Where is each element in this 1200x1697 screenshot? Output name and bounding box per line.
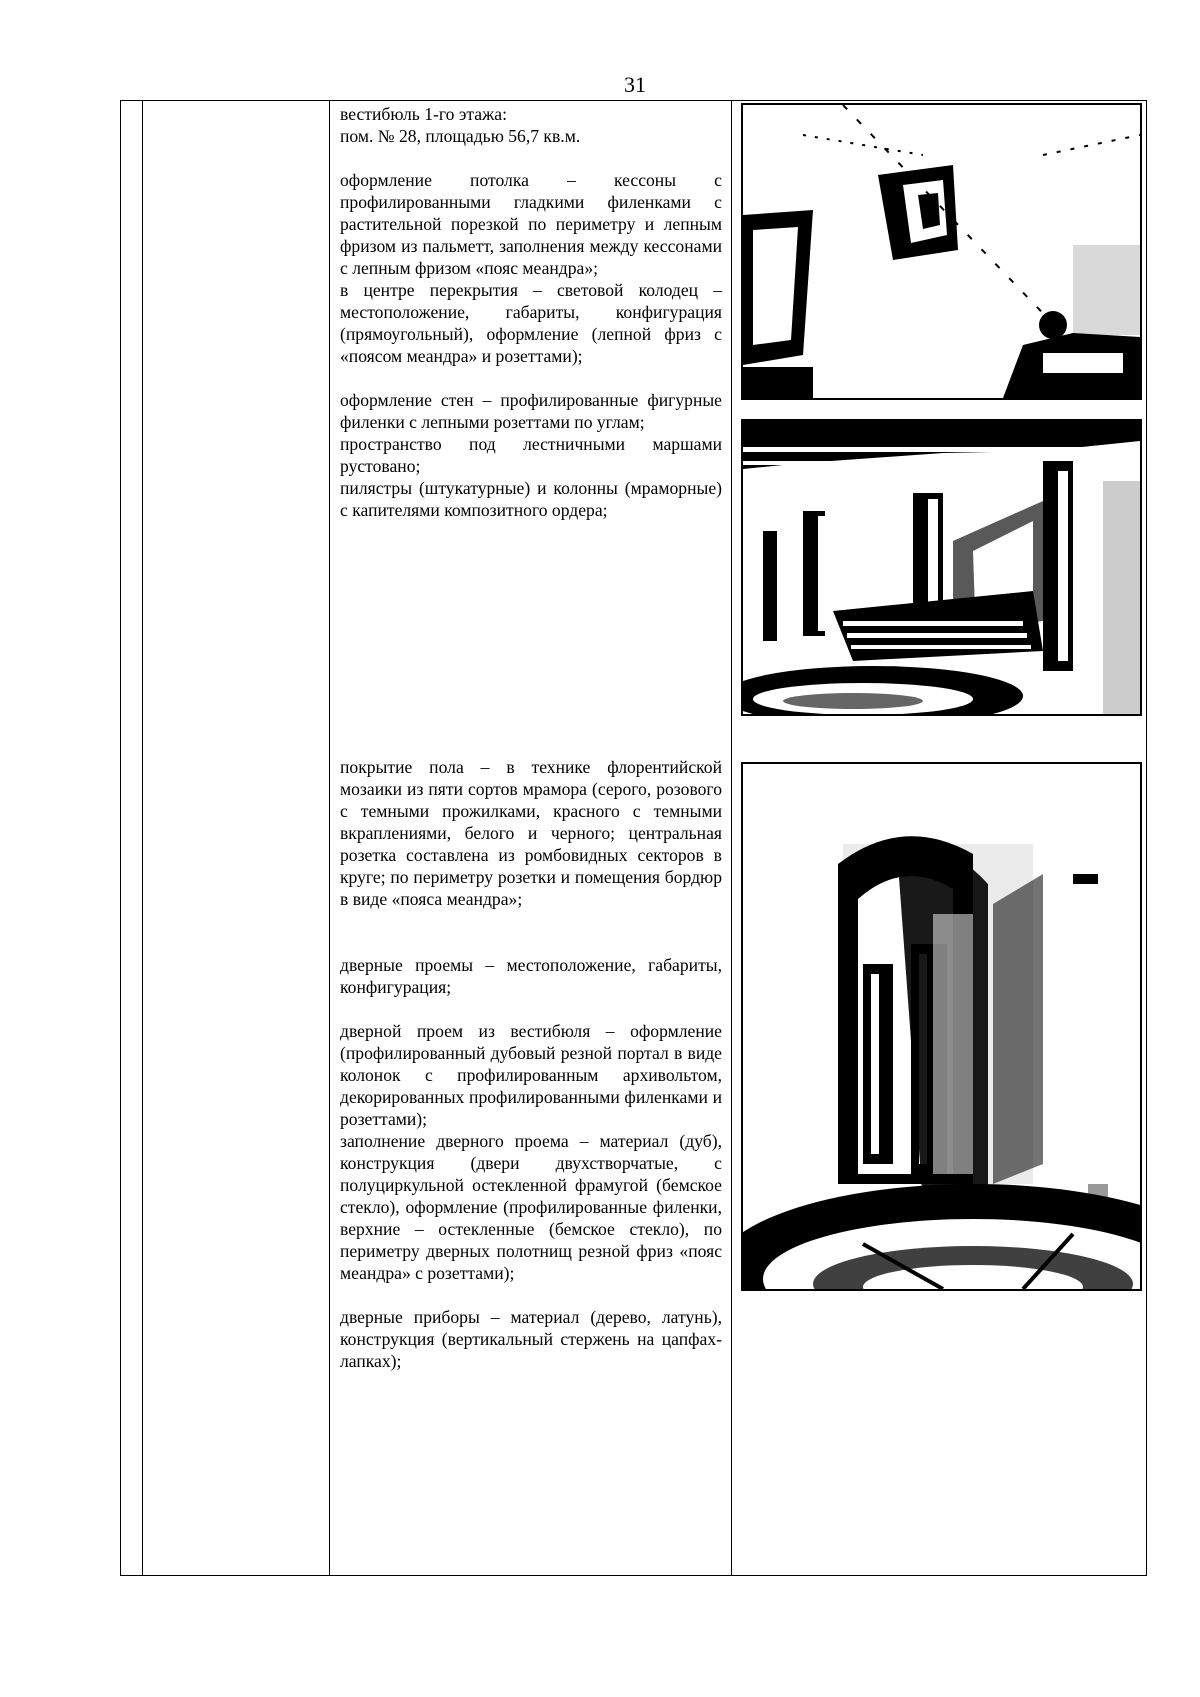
door-portal-photo <box>741 762 1142 1291</box>
table-border-left <box>120 100 121 1576</box>
table-border-bottom <box>120 1575 1147 1576</box>
text-block-upper <box>340 103 722 521</box>
ceiling-photo <box>741 103 1142 400</box>
pilasters-description: пилястры (штукатурные) и колонны (мраморные) с капителями композитного ордера; <box>340 478 722 520</box>
door-openings-description: дверные проемы – местоположение, габариты, конфигурация; <box>340 955 722 997</box>
room-header-line1: вестибюль 1-го этажа: <box>340 104 507 124</box>
door-hardware-description: дверные приборы – материал (дерево, латунь), конструкция (вертикальный стержень на цапфах-лапках); <box>340 1307 722 1371</box>
column-divider-1 <box>142 100 143 1576</box>
column-divider-2 <box>329 100 330 1576</box>
door-filling-description: заполнение дверного проема – материал (дуб), конструкция (двери двухстворчатые, с полуциркульной остекленной фрамугой (бемское стекло), оформление (профилированные филенки, верхние – остекленные (бемское стекло), по периметру дверных полотнищ резной фриз «пояс меандра» с розеттами); <box>340 1131 722 1283</box>
light-well-description: в центре перекрытия – световой колодец – местоположение, габариты, конфигурация (прямоугольный), оформление (лепной фриз с «поясом меандра» и розеттами); <box>340 280 722 366</box>
door-portal-photo-art <box>743 764 1140 1289</box>
walls-description: оформление стен – профилированные фигурные филенки с лепными розеттами по углам; <box>340 390 722 432</box>
room-header-line2: пом. № 28, площадью 56,7 кв.м. <box>340 126 581 146</box>
table-border-right <box>1146 100 1147 1576</box>
ceiling-description: оформление потолка – кессоны с профилированными гладкими филенками с растительной порезкой по периметру и лепным фризом из пальметт, заполнения между кессонами с лепным фризом «пояс меандра»; <box>340 170 722 278</box>
floor-description: покрытие пола – в технике флорентийской мозаики из пяти сортов мрамора (серого, розового с темными прожилками, красного с темными вкраплениями, белого и черного; центральная розетка составлена из ромбовидных секторов в круге; по периметру розетки и помещения бордюр в виде «пояса меандра»; <box>340 757 722 909</box>
stairs-space-description: пространство под лестничными маршами рустовано; <box>340 434 722 476</box>
ceiling-photo-art <box>743 105 1140 398</box>
vestibule-photo-art <box>743 421 1140 714</box>
door-portal-description: дверной проем из вестибюля – оформление (профилированный дубовый резной портал в виде колонок с профилированным архивольтом, декорированных профилированными филенками и розеттами); <box>340 1021 722 1129</box>
vestibule-photo <box>741 419 1142 716</box>
text-block-lower <box>340 756 722 1372</box>
page-number: 31 <box>624 72 646 97</box>
table-border-top <box>120 100 1147 101</box>
column-divider-3 <box>731 100 732 1576</box>
